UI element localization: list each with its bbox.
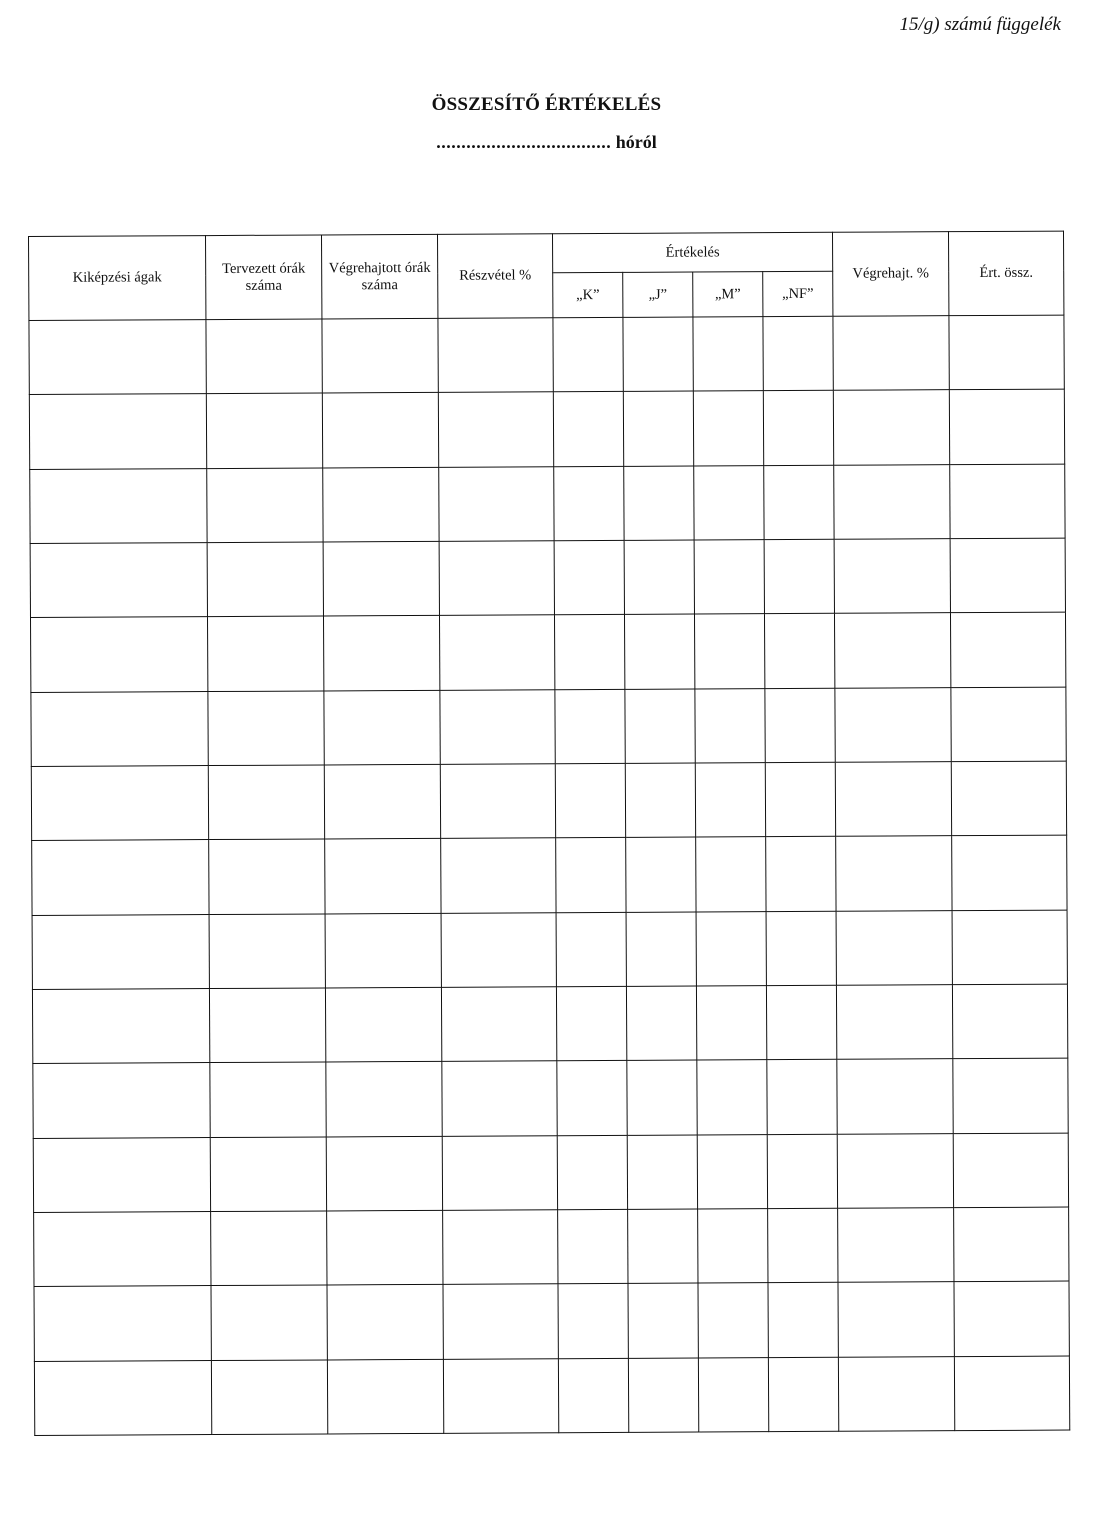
cell-eval-total[interactable] [954, 1356, 1069, 1431]
cell-grade-j[interactable] [625, 763, 695, 838]
cell-execution-pct[interactable] [833, 390, 949, 465]
cell-branch[interactable] [34, 1360, 211, 1435]
month-blank[interactable]: ................................... [436, 132, 612, 152]
cell-eval-total[interactable] [952, 910, 1067, 985]
cell-grade-k[interactable] [556, 912, 626, 987]
cell-execution-pct[interactable] [834, 464, 950, 539]
cell-grade-nf[interactable] [765, 762, 835, 837]
cell-grade-nf[interactable] [767, 1134, 837, 1209]
cell-grade-m[interactable] [696, 837, 766, 912]
cell-execution-pct[interactable] [833, 316, 949, 391]
cell-grade-nf[interactable] [768, 1357, 838, 1432]
cell-eval-total[interactable] [951, 687, 1066, 762]
cell-eval-total[interactable] [952, 984, 1067, 1059]
cell-grade-k[interactable] [557, 1135, 627, 1210]
cell-branch[interactable] [29, 320, 206, 395]
cell-planned-hours[interactable] [208, 691, 324, 766]
cell-grade-m[interactable] [698, 1209, 768, 1284]
cell-planned-hours[interactable] [207, 542, 323, 617]
cell-grade-m[interactable] [694, 465, 764, 540]
cell-grade-m[interactable] [695, 688, 765, 763]
header-executed-hours: Végrehajtott órák száma [321, 234, 437, 319]
cell-planned-hours[interactable] [207, 468, 323, 543]
summary-table [28, 231, 1070, 1436]
cell-eval-total[interactable] [954, 1207, 1069, 1282]
table-row [34, 1356, 1069, 1436]
cell-grade-k[interactable] [555, 689, 625, 764]
cell-eval-total[interactable] [949, 315, 1064, 390]
cell-grade-j[interactable] [626, 912, 696, 987]
cell-execution-pct[interactable] [838, 1208, 954, 1283]
cell-grade-nf[interactable] [768, 1208, 838, 1283]
cell-executed-hours[interactable] [325, 987, 441, 1062]
cell-planned-hours[interactable] [208, 765, 324, 840]
cell-grade-j[interactable] [623, 391, 693, 466]
cell-eval-total[interactable] [952, 835, 1067, 910]
cell-executed-hours[interactable] [325, 913, 441, 988]
table-row [34, 1207, 1069, 1287]
cell-grade-nf[interactable] [764, 614, 834, 689]
cell-grade-k[interactable] [555, 763, 625, 838]
cell-grade-nf[interactable] [768, 1283, 838, 1358]
cell-grade-k[interactable] [556, 986, 626, 1061]
cell-executed-hours[interactable] [324, 690, 440, 765]
cell-participation[interactable] [438, 318, 553, 393]
cell-branch[interactable] [33, 1137, 210, 1212]
cell-grade-nf[interactable] [764, 539, 834, 614]
cell-branch[interactable] [32, 989, 209, 1064]
cell-grade-m[interactable] [696, 986, 766, 1061]
cell-planned-hours[interactable] [207, 616, 323, 691]
cell-participation[interactable] [443, 1210, 558, 1285]
cell-grade-j[interactable] [626, 986, 696, 1061]
cell-branch[interactable] [31, 766, 208, 841]
cell-executed-hours[interactable] [327, 1359, 443, 1434]
cell-grade-m[interactable] [693, 391, 763, 466]
cell-branch[interactable] [31, 691, 208, 766]
cell-grade-k[interactable] [554, 615, 624, 690]
cell-planned-hours[interactable] [209, 988, 325, 1063]
cell-participation[interactable] [441, 912, 556, 987]
cell-grade-k[interactable] [556, 838, 626, 913]
table-row [29, 389, 1064, 469]
cell-participation[interactable] [440, 764, 555, 839]
cell-grade-nf[interactable] [766, 911, 836, 986]
cell-eval-total[interactable] [953, 1133, 1068, 1208]
table-row [34, 1281, 1069, 1361]
cell-executed-hours[interactable] [322, 318, 438, 393]
header-grade-j: „J” [623, 272, 693, 317]
table-row [32, 910, 1067, 990]
cell-grade-j[interactable] [625, 689, 695, 764]
cell-execution-pct[interactable] [838, 1356, 954, 1431]
table-row [29, 315, 1064, 395]
cell-executed-hours[interactable] [323, 616, 439, 691]
cell-eval-total[interactable] [954, 1281, 1069, 1356]
cell-execution-pct[interactable] [836, 836, 952, 911]
table-row [30, 538, 1065, 618]
cell-participation[interactable] [441, 987, 556, 1062]
cell-branch[interactable] [29, 394, 206, 469]
table-row [31, 687, 1066, 767]
table-row [33, 1133, 1068, 1213]
table-row [33, 1058, 1068, 1138]
cell-grade-m[interactable] [698, 1283, 768, 1358]
cell-grade-m[interactable] [697, 1134, 767, 1209]
table-row [32, 835, 1067, 915]
cell-branch[interactable] [30, 543, 207, 618]
cell-grade-k[interactable] [558, 1358, 628, 1433]
header-planned-hours: Tervezett órák száma [206, 235, 322, 320]
cell-grade-k[interactable] [554, 466, 624, 541]
cell-participation[interactable] [443, 1358, 558, 1433]
cell-eval-total[interactable] [951, 761, 1066, 836]
cell-grade-m[interactable] [698, 1357, 768, 1432]
cell-executed-hours[interactable] [326, 1062, 442, 1137]
cell-eval-total[interactable] [949, 389, 1064, 464]
cell-participation[interactable] [443, 1284, 558, 1359]
table-body [29, 315, 1070, 1435]
appendix-label: 15/g) számú függelék [899, 14, 1061, 35]
cell-grade-nf[interactable] [766, 985, 836, 1060]
cell-grade-j[interactable] [624, 614, 694, 689]
cell-planned-hours[interactable] [211, 1285, 327, 1360]
cell-grade-j[interactable] [628, 1209, 698, 1284]
cell-executed-hours[interactable] [324, 764, 440, 839]
header-grade-k: „K” [553, 272, 623, 317]
cell-grade-j[interactable] [624, 466, 694, 541]
cell-participation[interactable] [442, 1135, 557, 1210]
cell-participation[interactable] [442, 1061, 557, 1136]
cell-executed-hours[interactable] [326, 1136, 442, 1211]
cell-grade-j[interactable] [628, 1283, 698, 1358]
cell-grade-j[interactable] [623, 317, 693, 392]
cell-grade-nf[interactable] [766, 837, 836, 912]
cell-branch[interactable] [30, 468, 207, 543]
cell-grade-k[interactable] [553, 317, 623, 392]
cell-grade-nf[interactable] [767, 1060, 837, 1135]
cell-branch[interactable] [34, 1211, 211, 1286]
header-branches: Kiképzési ágak [29, 236, 206, 321]
cell-execution-pct[interactable] [835, 762, 951, 837]
cell-execution-pct[interactable] [834, 539, 950, 614]
cell-participation[interactable] [439, 541, 554, 616]
cell-grade-k[interactable] [554, 540, 624, 615]
cell-grade-m[interactable] [696, 911, 766, 986]
cell-planned-hours[interactable] [211, 1360, 327, 1435]
cell-branch[interactable] [30, 617, 207, 692]
cell-grade-m[interactable] [694, 540, 764, 615]
cell-planned-hours[interactable] [209, 839, 325, 914]
cell-grade-k[interactable] [558, 1209, 628, 1284]
cell-executed-hours[interactable] [327, 1210, 443, 1285]
cell-grade-k[interactable] [553, 392, 623, 467]
cell-executed-hours[interactable] [325, 839, 441, 914]
page-title: ÖSSZESÍTŐ ÉRTÉKELÉS [431, 94, 662, 115]
cell-branch[interactable] [34, 1286, 211, 1361]
table-row [30, 612, 1065, 692]
cell-executed-hours[interactable] [327, 1285, 443, 1360]
cell-grade-nf[interactable] [765, 688, 835, 763]
table-row [30, 464, 1065, 544]
month-suffix: hóról [615, 132, 657, 152]
cell-participation[interactable] [440, 689, 555, 764]
cell-executed-hours[interactable] [322, 393, 438, 468]
cell-execution-pct[interactable] [838, 1282, 954, 1357]
cell-grade-j[interactable] [624, 540, 694, 615]
cell-eval-total[interactable] [951, 612, 1066, 687]
cell-grade-j[interactable] [626, 837, 696, 912]
cell-grade-nf[interactable] [763, 391, 833, 466]
table-row [32, 984, 1067, 1064]
cell-participation[interactable] [439, 615, 554, 690]
cell-grade-m[interactable] [697, 1060, 767, 1135]
cell-execution-pct[interactable] [835, 613, 951, 688]
cell-execution-pct[interactable] [836, 910, 952, 985]
cell-eval-total[interactable] [950, 464, 1065, 539]
cell-execution-pct[interactable] [836, 985, 952, 1060]
cell-grade-nf[interactable] [763, 316, 833, 391]
cell-branch[interactable] [32, 914, 209, 989]
cell-planned-hours[interactable] [210, 1137, 326, 1212]
cell-execution-pct[interactable] [835, 687, 951, 762]
cell-grade-nf[interactable] [764, 465, 834, 540]
cell-participation[interactable] [441, 838, 556, 913]
cell-planned-hours[interactable] [209, 914, 325, 989]
cell-executed-hours[interactable] [323, 541, 439, 616]
cell-executed-hours[interactable] [323, 467, 439, 542]
cell-execution-pct[interactable] [837, 1059, 953, 1134]
period-line [0, 132, 1093, 153]
cell-planned-hours[interactable] [206, 319, 322, 394]
cell-branch[interactable] [32, 840, 209, 915]
header-grade-nf: „NF” [763, 271, 833, 316]
header-eval-total: Ért. össz. [949, 231, 1064, 316]
cell-planned-hours[interactable] [210, 1062, 326, 1137]
cell-grade-m[interactable] [695, 763, 765, 838]
cell-planned-hours[interactable] [206, 393, 322, 468]
header-evaluation: Értékelés [552, 232, 832, 272]
header-grade-m: „M” [693, 272, 763, 317]
cell-grade-m[interactable] [693, 317, 763, 392]
cell-branch[interactable] [33, 1063, 210, 1138]
table-row [31, 761, 1066, 841]
cell-grade-j[interactable] [627, 1060, 697, 1135]
cell-eval-total[interactable] [953, 1058, 1068, 1133]
cell-participation[interactable] [439, 466, 554, 541]
header-participation: Részvétel % [437, 234, 552, 319]
cell-eval-total[interactable] [950, 538, 1065, 613]
cell-planned-hours[interactable] [211, 1211, 327, 1286]
cell-grade-m[interactable] [694, 614, 764, 689]
cell-grade-j[interactable] [628, 1358, 698, 1433]
header-execution-pct: Végrehajt. % [833, 232, 949, 317]
cell-execution-pct[interactable] [837, 1133, 953, 1208]
cell-grade-j[interactable] [627, 1135, 697, 1210]
cell-participation[interactable] [438, 392, 553, 467]
cell-grade-k[interactable] [558, 1284, 628, 1359]
cell-grade-k[interactable] [557, 1061, 627, 1136]
